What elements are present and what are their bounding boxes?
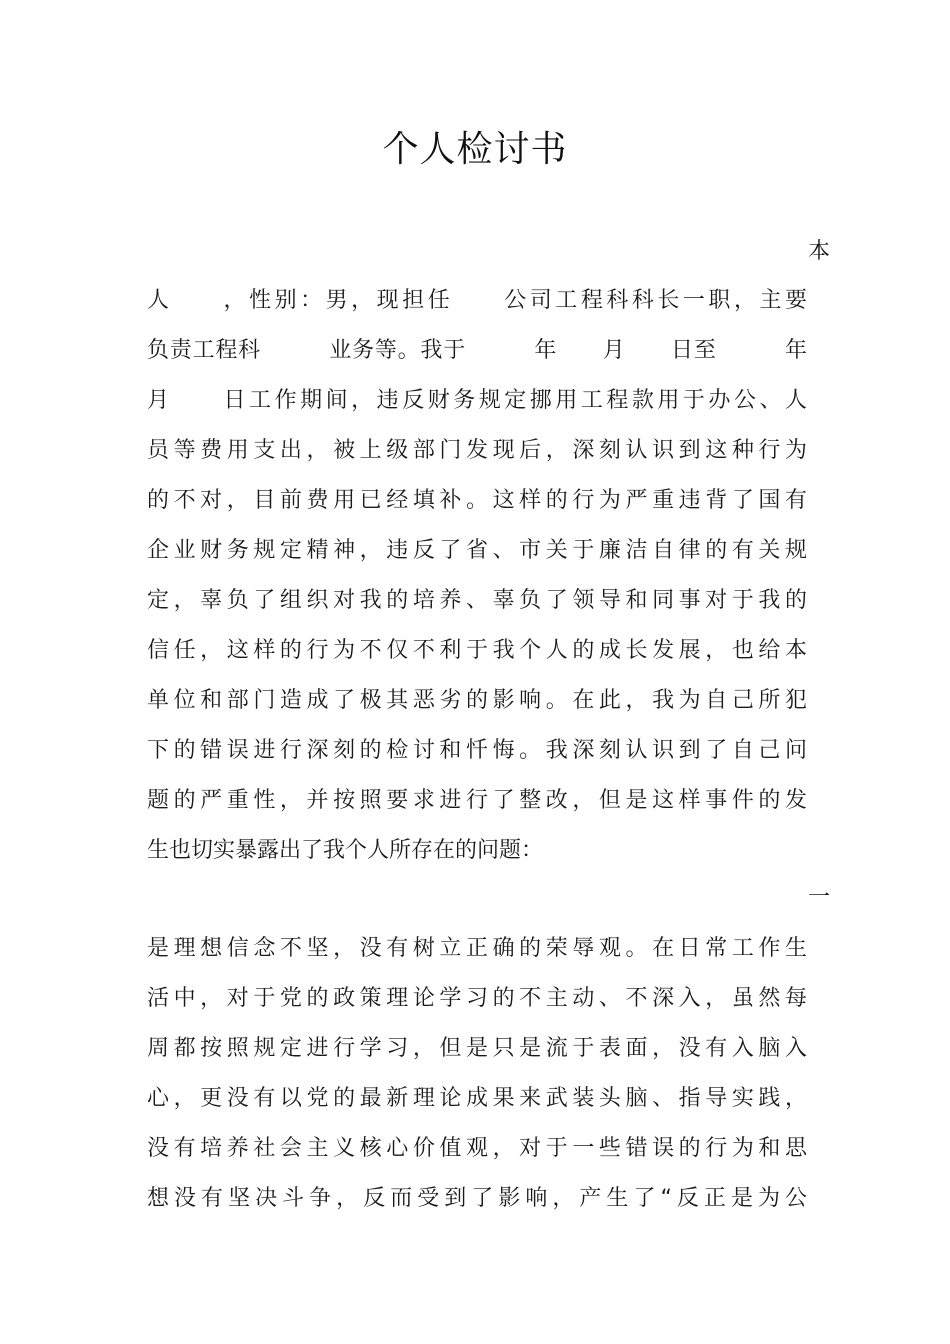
paragraph1-line-2: 负责工程科 业务等。我于 年 月 日至 年 [147, 338, 807, 363]
paragraph1-line-11: 题的严重性，并按照要求进行了整改，但是这样事件的发 [147, 788, 807, 813]
paragraph2-line-6: 想没有坚决斗争，反而受到了影响，产生了“反正是为公 [147, 1186, 807, 1211]
paragraph1-line-5: 的不对，目前费用已经填补。这样的行为严重违背了国有 [147, 488, 807, 513]
paragraph1-line-3: 月 日工作期间，违反财务规定挪用工程款用于办公、人 [147, 388, 807, 413]
document-title: 个人检讨书 [382, 129, 568, 170]
paragraph1-line-6: 企业财务规定精神，违反了省、市关于廉洁自律的有关规 [147, 538, 807, 563]
paragraph1-line-12: 生也切实暴露出了我个人所存在的问题： [147, 838, 544, 863]
paragraph2-line-4: 心，更没有以党的最新理论成果来武装头脑、指导实践， [147, 1086, 807, 1111]
paragraph2-line-1: 是理想信念不坚，没有树立正确的荣辱观。在日常工作生 [147, 936, 807, 961]
intro-marker: 本 [808, 239, 831, 264]
paragraph1-line-7: 定，辜负了组织对我的培养、辜负了领导和同事对于我的 [147, 588, 807, 613]
paragraph1-line-10: 下的错误进行深刻的检讨和忏悔。我深刻认识到了自己问 [147, 738, 807, 763]
item-marker: 一 [808, 885, 831, 910]
paragraph2-line-5: 没有培养社会主义核心价值观，对于一些错误的行为和思 [147, 1136, 807, 1161]
paragraph2-line-2: 活中，对于党的政策理论学习的不主动、不深入，虽然每 [147, 986, 807, 1011]
paragraph1-line-9: 单位和部门造成了极其恶劣的影响。在此，我为自己所犯 [147, 688, 807, 713]
paragraph1-line-4: 员等费用支出，被上级部门发现后，深刻认识到这种行为 [147, 438, 807, 463]
paragraph2-line-3: 周都按照规定进行学习，但是只是流于表面，没有入脑入 [147, 1036, 807, 1061]
paragraph1-line-8: 信任，这样的行为不仅不利于我个人的成长发展，也给本 [147, 638, 807, 663]
paragraph1-line-1: 人 ，性别：男，现担任 公司工程科科长一职，主要 [147, 288, 807, 313]
